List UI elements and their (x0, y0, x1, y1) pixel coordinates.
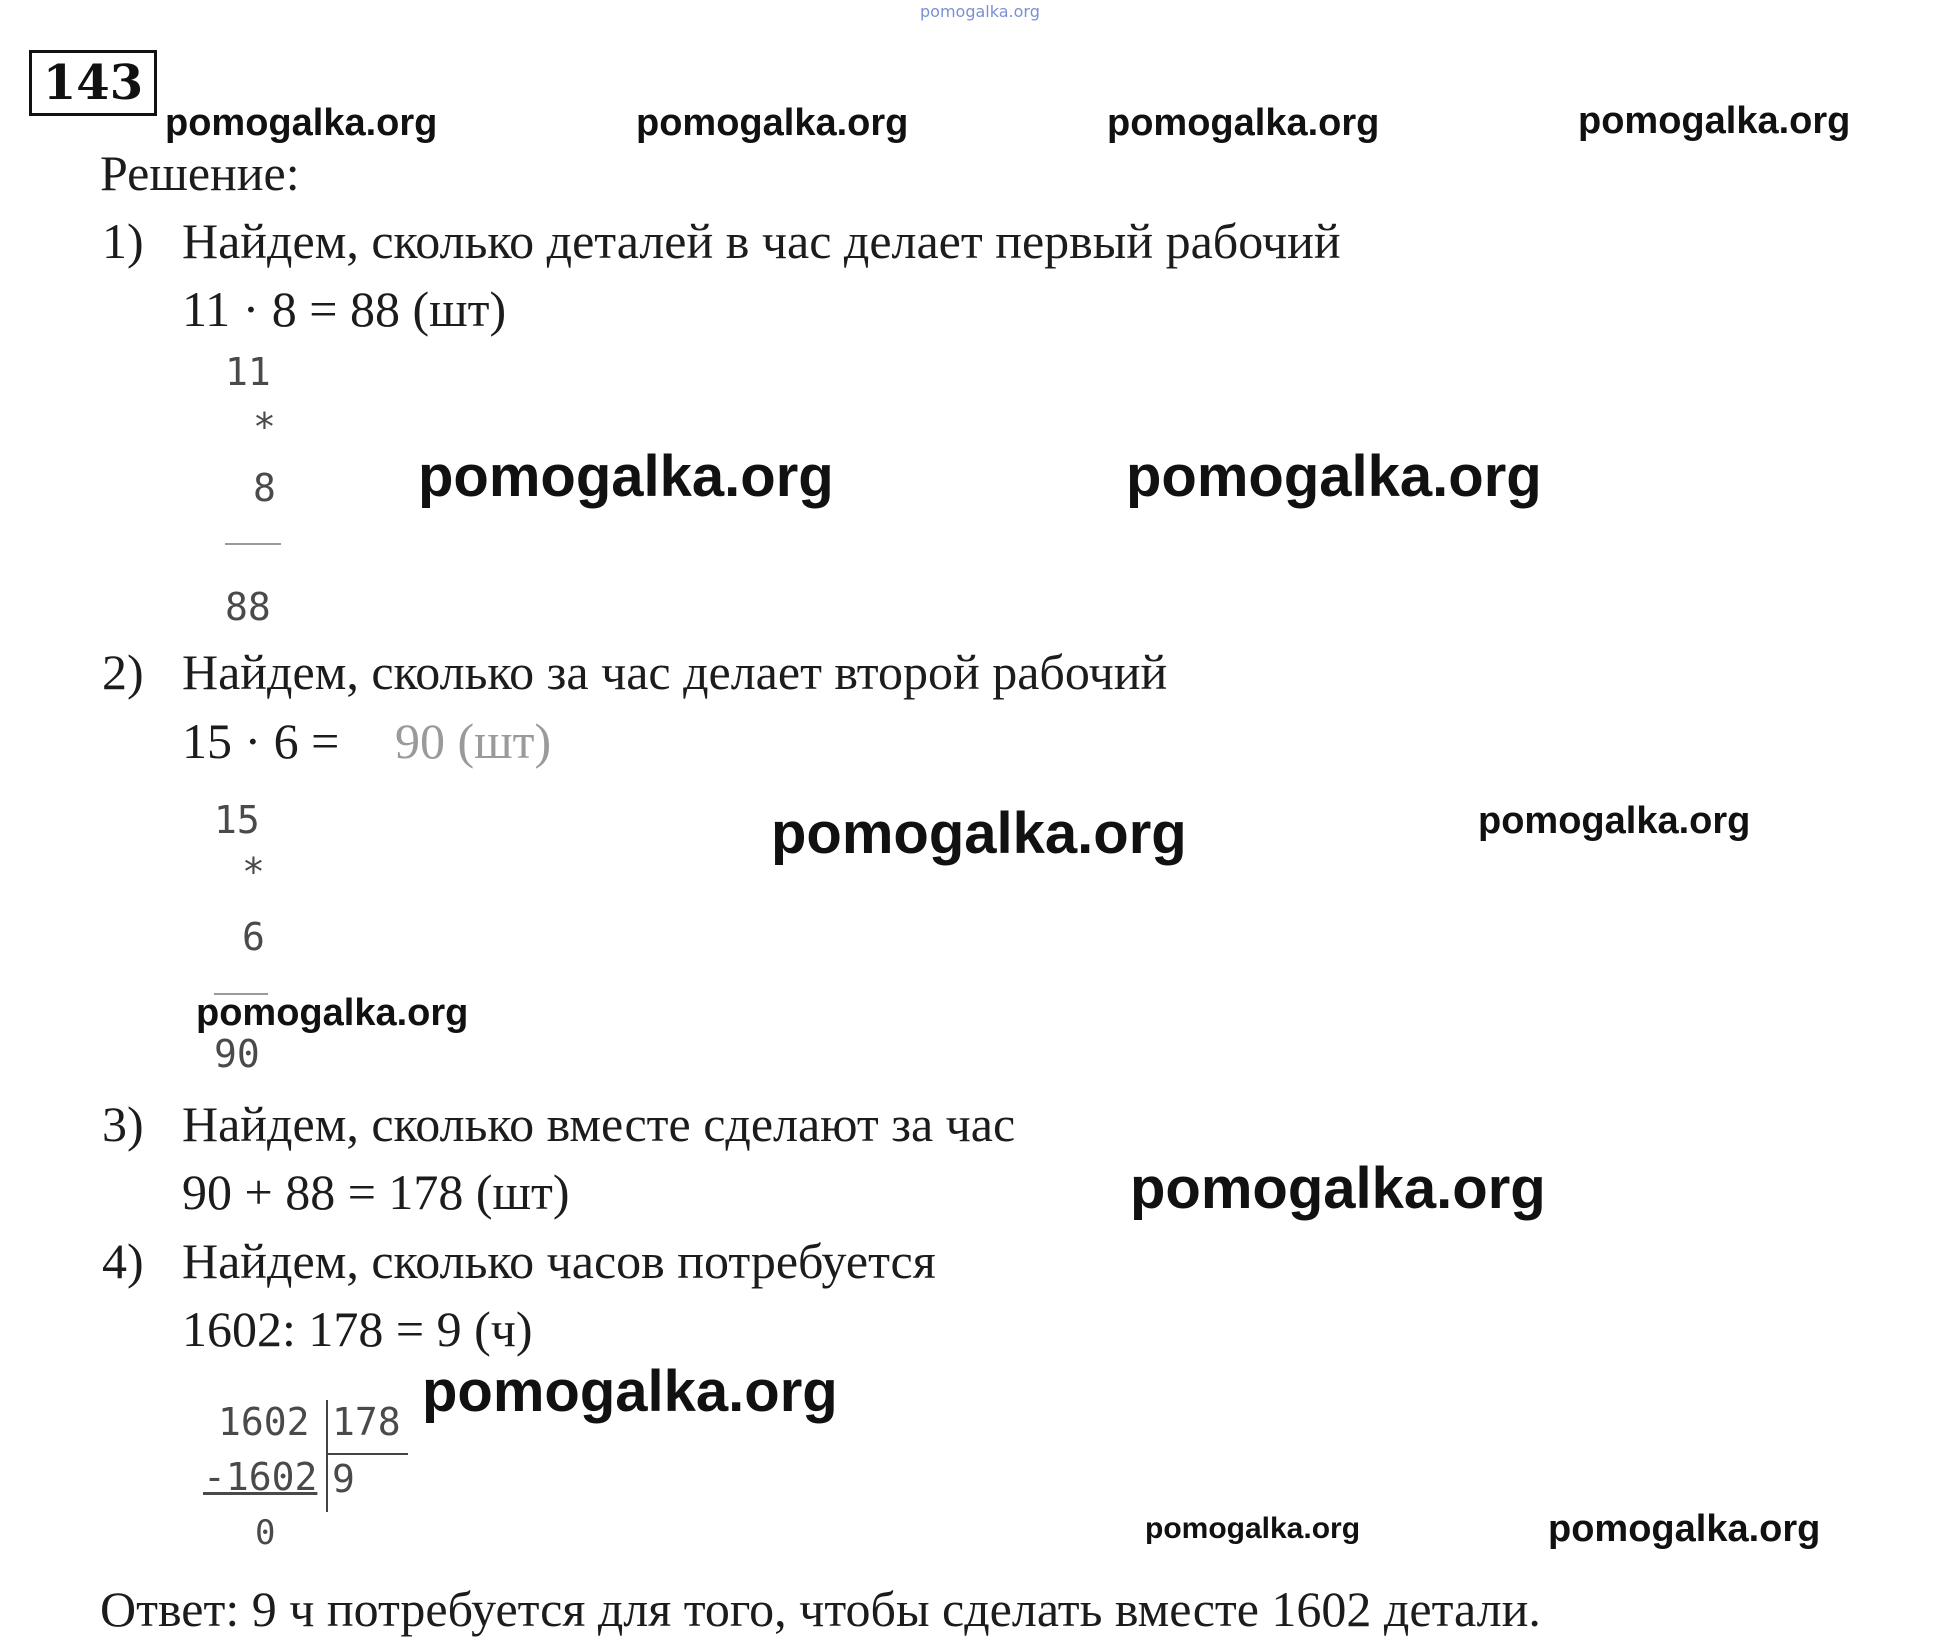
step-3-marker: 3) (102, 1096, 144, 1152)
division-vertical-line (326, 1400, 328, 1512)
step-2-title: Найдем, сколько за час делает второй рабочий (182, 644, 1168, 700)
step-1-title: Найдем, сколько деталей в час делает первый рабочий (182, 213, 1341, 269)
step-2-equation-right: 90 (шт) (395, 713, 552, 769)
division-dividend: 1602 (218, 1400, 310, 1444)
step-1-column-top: 11 (225, 350, 271, 394)
division-subtrahend: -1602 (203, 1455, 318, 1499)
step-4-marker: 4) (102, 1233, 144, 1289)
watermark: pomogalka.org (1107, 102, 1380, 144)
watermark: pomogalka.org (196, 992, 469, 1034)
step-2-column-top: 15 (214, 798, 260, 842)
step-2-column-op: * (242, 850, 265, 894)
watermark: pomogalka.org (771, 801, 1187, 866)
watermark: pomogalka.org (1126, 444, 1542, 509)
step-1-column-bottom: 8 (253, 466, 276, 510)
step-2-column-result: 90 (214, 1032, 260, 1076)
step-1-equation: 11 · 8 = 88 (шт) (182, 281, 507, 337)
step-1-marker: 1) (102, 213, 144, 269)
step-1-column-line (225, 543, 281, 545)
watermark: pomogalka.org (165, 102, 438, 144)
solution-label: Решение: (100, 145, 300, 201)
problem-number: 143 (29, 50, 157, 116)
step-4-title: Найдем, сколько часов потребуется (182, 1233, 936, 1289)
watermark: pomogalka.org (418, 444, 834, 509)
answer: Ответ: 9 ч потребуется для того, чтобы сделать вместе 1602 детали. (100, 1581, 1541, 1637)
watermark: pomogalka.org (1478, 800, 1751, 842)
watermark-top: pomogalka.org (920, 2, 1040, 21)
watermark: pomogalka.org (1145, 1512, 1361, 1545)
step-2-column-bottom: 6 (242, 915, 265, 959)
division-quotient: 9 (332, 1457, 355, 1501)
division-remainder: 0 (255, 1513, 276, 1553)
watermark: pomogalka.org (1548, 1508, 1821, 1550)
watermark: pomogalka.org (1578, 100, 1851, 142)
division-divisor-underline (326, 1453, 408, 1455)
step-4-equation: 1602: 178 = 9 (ч) (182, 1301, 533, 1357)
step-2-marker: 2) (102, 644, 144, 700)
step-3-equation: 90 + 88 = 178 (шт) (182, 1164, 570, 1220)
division-divisor: 178 (332, 1400, 401, 1444)
step-1-column-result: 88 (225, 585, 271, 629)
watermark: pomogalka.org (1130, 1156, 1546, 1221)
step-3-title: Найдем, сколько вместе сделают за час (182, 1096, 1016, 1152)
watermark: pomogalka.org (636, 102, 909, 144)
watermark: pomogalka.org (422, 1359, 838, 1424)
step-1-column-op: * (253, 405, 276, 449)
step-2-equation-left: 15 · 6 = (182, 713, 340, 769)
